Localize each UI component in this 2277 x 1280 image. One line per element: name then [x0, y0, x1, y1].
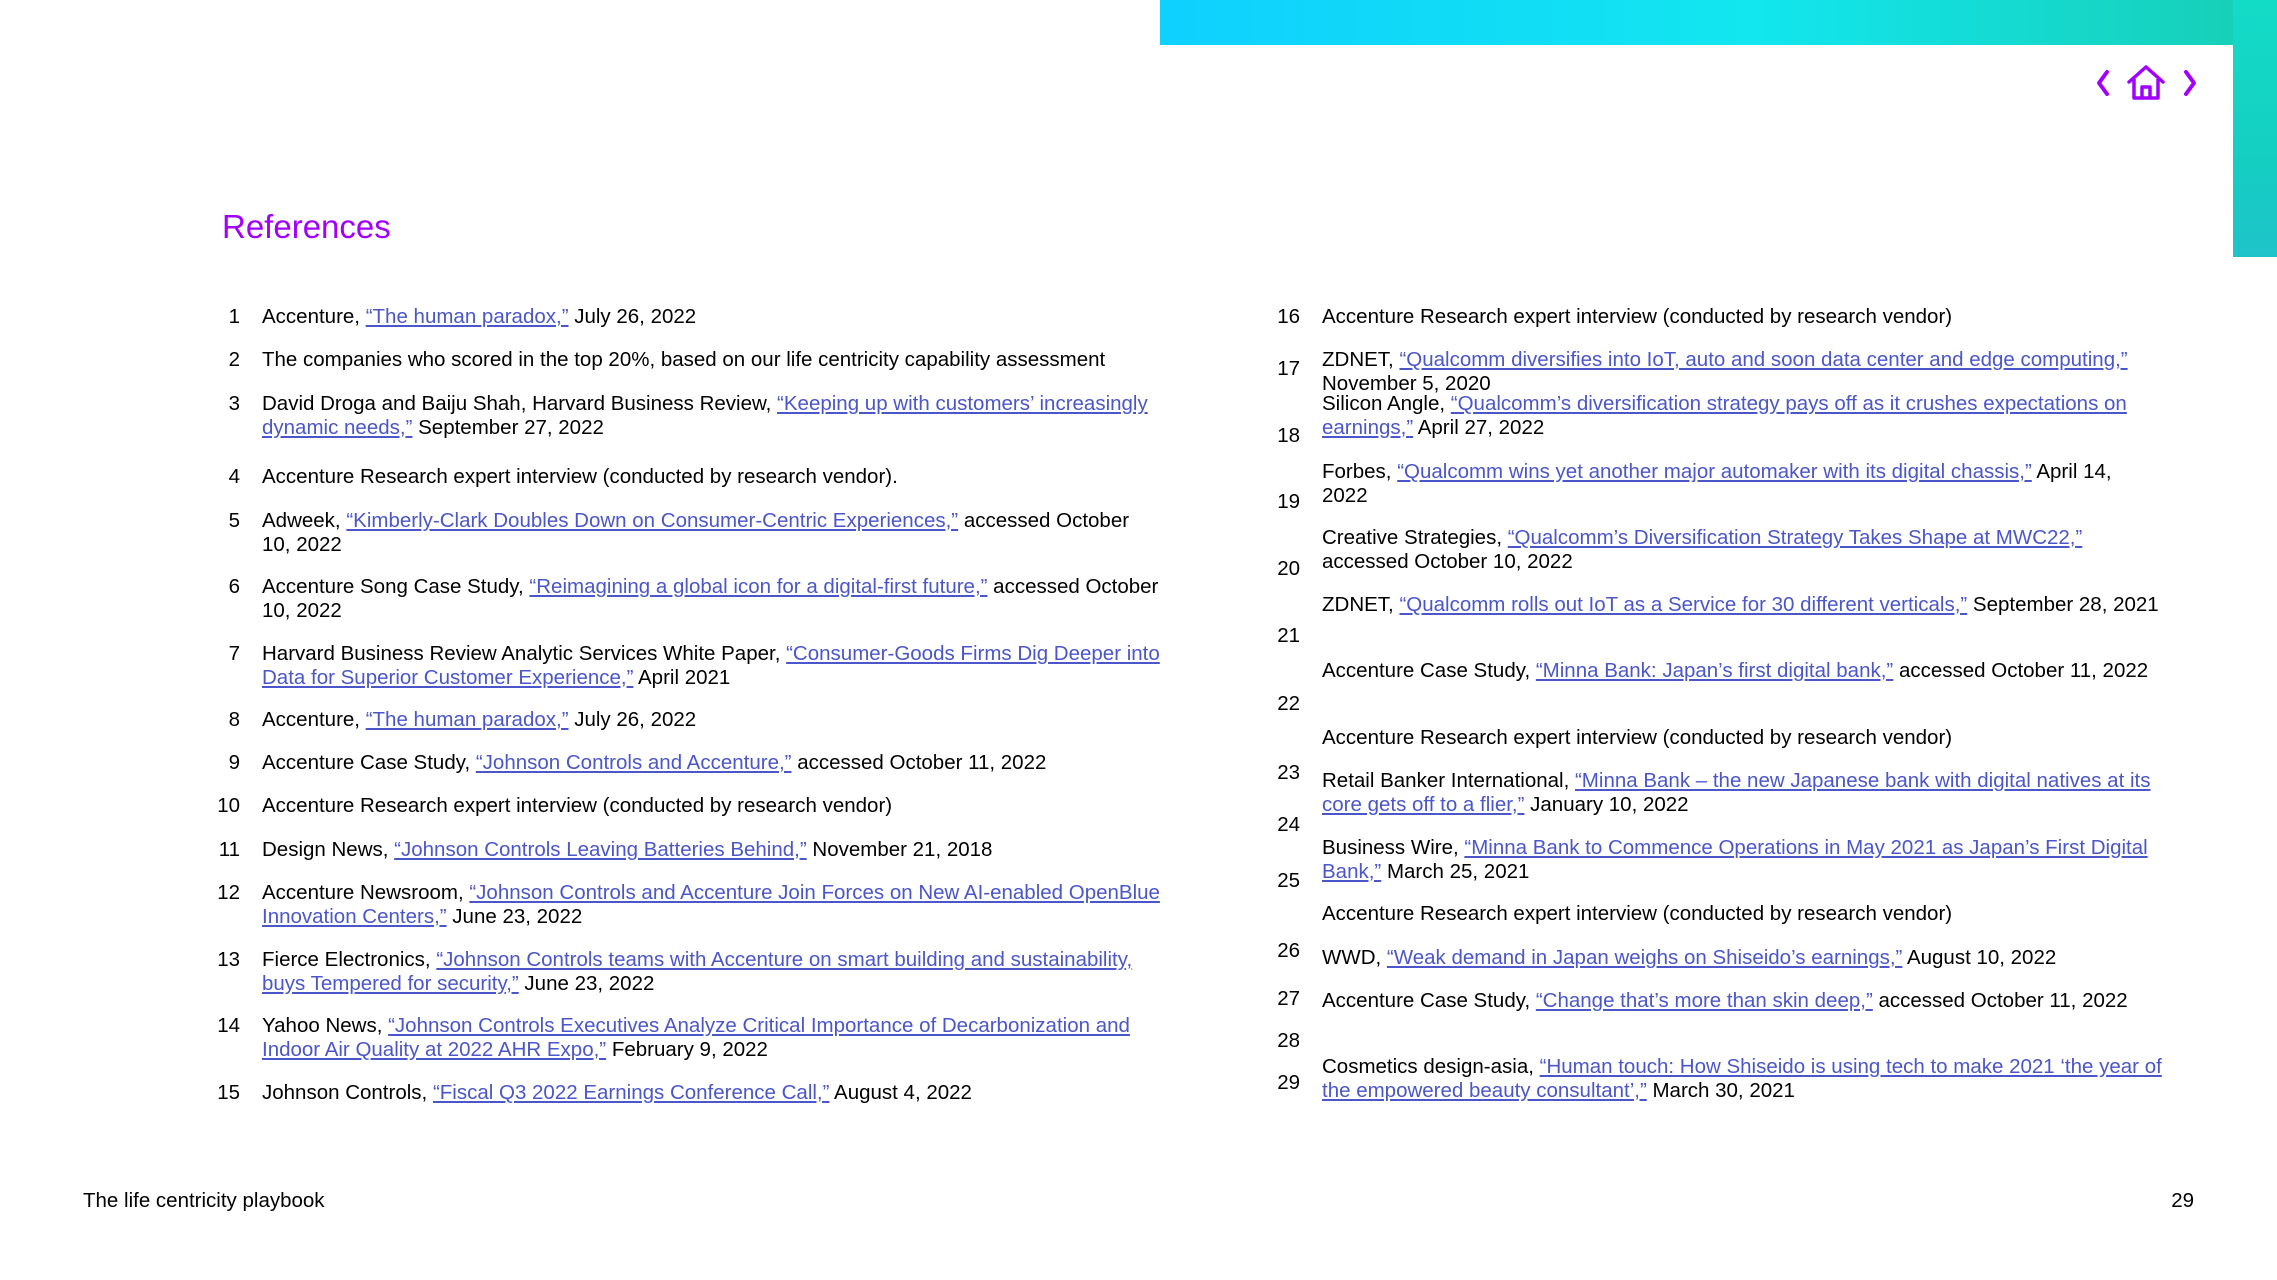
reference-link[interactable]: “Minna Bank to Commence Operations in May 2021 as Japan’s First Digital Bank,”: [1322, 836, 2148, 883]
reference-number: 3: [228, 392, 240, 415]
reference-text: [1322, 526, 2162, 573]
reference-text: [1322, 593, 2162, 617]
reference-date: March 25, 2021: [1381, 859, 1530, 883]
reference-text: [262, 838, 1162, 862]
reference-date: August 10, 2022: [1902, 946, 2057, 969]
reference-text: [262, 642, 1162, 689]
home-button[interactable]: [2126, 62, 2166, 104]
reference-source: Forbes,: [1322, 460, 1398, 483]
reference-date: November 5, 2020: [1322, 371, 1491, 395]
reference-date: January 10, 2022: [1524, 792, 1689, 816]
reference-source: Accenture,: [262, 305, 366, 328]
reference-source: Accenture Research expert interview (conducted by research vendor).: [262, 465, 898, 488]
reference-source: Harvard Business Review Analytic Services White Paper,: [262, 642, 787, 665]
reference-date: March 30, 2021: [1646, 1078, 1795, 1102]
reference-source: Accenture Case Study,: [1322, 989, 1536, 1012]
reference-number: 9: [228, 751, 240, 774]
reference-date: February 9, 2022: [606, 1037, 768, 1061]
reference-text: [1322, 460, 2162, 507]
reference-date: April 2021: [633, 665, 731, 689]
reference-number: 14: [217, 1014, 240, 1037]
reference-source: Accenture Song Case Study,: [262, 575, 530, 598]
reference-number: 13: [217, 948, 240, 971]
reference-link[interactable]: “Johnson Controls and Accenture Join Forces on New AI-enabled OpenBlue Innovation Centers,”: [262, 881, 1160, 928]
reference-link[interactable]: “The human paradox,”: [365, 305, 569, 328]
reference-source: Accenture Research expert interview (conducted by research vendor): [1322, 305, 1953, 328]
reference-link[interactable]: “Consumer-Goods Firms Dig Deeper into Data for Superior Customer Experience,”: [262, 642, 1160, 689]
reference-link[interactable]: “Human touch: How Shiseido is using tech to make 2021 ‘the year of the empowered beauty consultant’,”: [1322, 1055, 2162, 1102]
reference-source: Johnson Controls,: [262, 1081, 433, 1104]
home-icon: [2126, 62, 2166, 104]
reference-source: Accenture Research expert interview (conducted by research vendor): [1322, 726, 1953, 749]
reference-number: 17: [1277, 357, 1300, 380]
reference-number: 19: [1277, 490, 1300, 513]
reference-date: accessed October 10, 2022: [1322, 549, 1573, 573]
reference-source: Creative Strategies,: [1322, 526, 1508, 549]
reference-text: [262, 1081, 1162, 1105]
reference-date: accessed October 10, 2022: [262, 509, 1130, 556]
reference-number: 4: [228, 465, 240, 488]
reference-source: ZDNET,: [1322, 593, 1400, 616]
reference-link[interactable]: “Qualcomm wins yet another major automaker with its digital chassis,”: [1397, 460, 2032, 483]
reference-date: September 27, 2022: [412, 415, 604, 439]
reference-number: 18: [1277, 424, 1300, 447]
reference-link[interactable]: “Johnson Controls Leaving Batteries Behind,”: [394, 838, 807, 861]
reference-number: 1: [228, 305, 240, 328]
reference-number: 6: [228, 575, 240, 598]
reference-date: July 26, 2022: [568, 708, 697, 731]
reference-number: 24: [1277, 813, 1300, 836]
reference-link[interactable]: “Johnson Controls and Accenture,”: [475, 751, 792, 774]
reference-link[interactable]: “Reimagining a global icon for a digital-first future,”: [529, 575, 988, 598]
reference-source: Accenture Newsroom,: [262, 881, 470, 904]
reference-link[interactable]: “Qualcomm diversifies into IoT, auto and soon data center and edge computing,”: [1399, 348, 2128, 371]
reference-source: Accenture Case Study,: [262, 751, 476, 774]
reference-source: Business Wire,: [1322, 836, 1465, 859]
reference-date: accessed October 11, 2022: [1893, 659, 2149, 682]
reference-number: 7: [228, 642, 240, 665]
reference-number: 8: [228, 708, 240, 731]
reference-text: [1322, 769, 2162, 816]
previous-page-button[interactable]: [2092, 62, 2114, 104]
top-gradient-bar: [1160, 0, 2233, 45]
reference-number: 2: [228, 348, 240, 371]
reference-source: WWD,: [1322, 946, 1387, 969]
reference-link[interactable]: “Kimberly-Clark Doubles Down on Consumer-Centric Experiences,”: [346, 509, 959, 532]
reference-number: 29: [1277, 1071, 1300, 1094]
chevron-right-icon: [2179, 62, 2201, 104]
reference-text: [262, 348, 1162, 372]
reference-text: [1322, 946, 2162, 970]
reference-link[interactable]: “Qualcomm’s diversification strategy pays off as it crushes expectations on earnings,”: [1322, 392, 2127, 439]
reference-date: June 23, 2022: [518, 971, 655, 995]
reference-link[interactable]: “Minna Bank – the new Japanese bank with digital natives at its core gets off to a flier,”: [1322, 769, 2151, 816]
reference-number: 11: [218, 838, 240, 861]
reference-date: July 26, 2022: [568, 305, 697, 328]
reference-link[interactable]: “Change that’s more than skin deep,”: [1535, 989, 1873, 1012]
reference-source: Yahoo News,: [262, 1014, 389, 1037]
reference-number: 21: [1277, 624, 1300, 647]
page-navigation: [2092, 62, 2202, 104]
reference-link[interactable]: “Qualcomm’s Diversification Strategy Takes Shape at MWC22,”: [1507, 526, 2083, 549]
reference-source: Accenture Research expert interview (conducted by research vendor): [1322, 902, 1953, 925]
reference-text: [262, 392, 1162, 439]
reference-text: [262, 575, 1162, 622]
next-page-button[interactable]: [2179, 62, 2201, 104]
reference-number: 28: [1277, 1029, 1300, 1052]
page-title: References: [222, 208, 391, 245]
reference-source: Adweek,: [262, 509, 347, 532]
reference-text: [1322, 305, 2162, 329]
reference-date: accessed October 11, 2022: [791, 751, 1047, 774]
reference-source: Retail Banker International,: [1322, 769, 1575, 792]
reference-date: June 23, 2022: [446, 904, 583, 928]
reference-number: 27: [1277, 987, 1300, 1010]
reference-text: [262, 708, 1162, 732]
reference-link[interactable]: “Johnson Controls Executives Analyze Critical Importance of Decarbonization and Indoor Air Quality at 2022 AHR Expo,”: [262, 1014, 1130, 1061]
reference-link[interactable]: “Fiscal Q3 2022 Earnings Conference Call,”: [432, 1081, 830, 1104]
reference-text: [1322, 392, 2162, 439]
reference-date: accessed October 10, 2022: [262, 575, 1159, 622]
reference-date: accessed October 11, 2022: [1872, 989, 2128, 1012]
reference-text: [1322, 989, 2162, 1013]
reference-date: November 21, 2018: [806, 838, 993, 861]
reference-source: Design News,: [262, 838, 395, 861]
reference-source: Fierce Electronics,: [262, 948, 437, 971]
reference-text: [262, 305, 1162, 329]
reference-link[interactable]: “Johnson Controls teams with Accenture on smart building and sustainability, buys Tempered for security,”: [262, 948, 1133, 995]
reference-text: [1322, 902, 2162, 926]
reference-date: August 4, 2022: [829, 1081, 972, 1104]
reference-number: 25: [1277, 869, 1300, 892]
reference-number: 23: [1277, 761, 1300, 784]
reference-number: 22: [1277, 692, 1300, 715]
reference-text: [1322, 659, 2162, 683]
page-number: 29: [2171, 1189, 2194, 1212]
reference-source: Accenture Research expert interview (conducted by research vendor): [262, 794, 893, 817]
reference-number: 10: [217, 794, 240, 817]
reference-source: Silicon Angle,: [1322, 392, 1451, 415]
reference-text: [262, 509, 1162, 556]
reference-number: 12: [217, 881, 240, 904]
reference-source: David Droga and Baiju Shah, Harvard Business Review,: [262, 392, 778, 415]
reference-number: 15: [217, 1081, 240, 1104]
side-gradient-bar: [2233, 0, 2277, 257]
reference-number: 20: [1277, 557, 1300, 580]
reference-date: April 27, 2022: [1413, 415, 1545, 439]
reference-text: [262, 948, 1162, 995]
reference-text: [262, 751, 1162, 775]
reference-link[interactable]: “Weak demand in Japan weighs on Shiseido’s earnings,”: [1386, 946, 1903, 969]
reference-link[interactable]: “Qualcomm rolls out IoT as a Service for 30 different verticals,”: [1399, 593, 1968, 616]
reference-text: [262, 794, 1162, 818]
reference-text: [262, 465, 1162, 489]
reference-text: [1322, 836, 2162, 883]
reference-number: 26: [1277, 939, 1300, 962]
reference-link[interactable]: “The human paradox,”: [365, 708, 569, 731]
reference-date: April 14, 2022: [1322, 460, 2112, 507]
reference-number: 16: [1277, 305, 1300, 328]
reference-text: [262, 881, 1162, 928]
reference-source: Accenture Case Study,: [1322, 659, 1536, 682]
reference-text: [1322, 726, 2162, 750]
reference-text: [262, 1014, 1162, 1061]
reference-source: Accenture,: [262, 708, 366, 731]
reference-source: ZDNET,: [1322, 348, 1400, 371]
reference-text: [1322, 1055, 2162, 1102]
chevron-left-icon: [2092, 62, 2114, 104]
reference-link[interactable]: “Minna Bank: Japan’s first digital bank,”: [1535, 659, 1894, 682]
reference-source: The companies who scored in the top 20%, based on our life centricity capability assessment: [262, 348, 1106, 371]
reference-text: [1322, 348, 2162, 395]
document-title: The life centricity playbook: [83, 1189, 325, 1212]
reference-date: September 28, 2021: [1967, 593, 2159, 616]
reference-link[interactable]: “Keeping up with customers’ increasingly dynamic needs,”: [262, 392, 1148, 439]
reference-number: 5: [228, 509, 240, 532]
reference-source: Cosmetics design-asia,: [1322, 1055, 1540, 1078]
